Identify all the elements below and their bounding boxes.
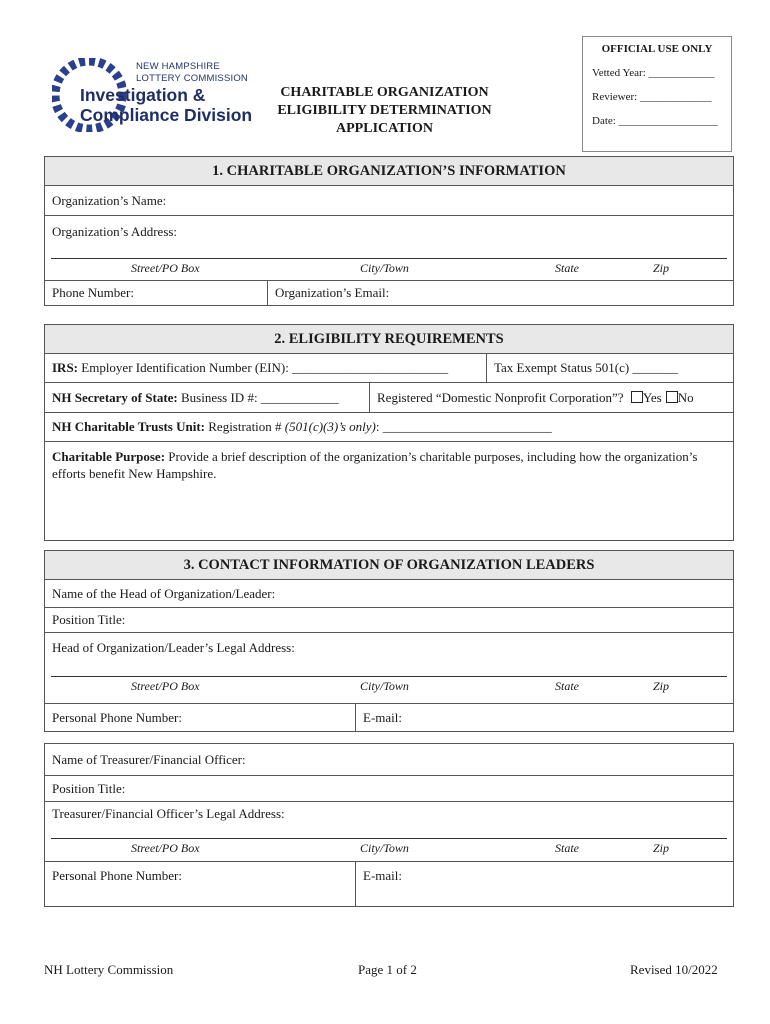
head-city-label: City/Town [360,679,409,693]
registered-question [370,383,733,412]
head-state-label: State [555,679,579,693]
head-email-field[interactable] [356,704,733,731]
city-label: City/Town [360,261,409,275]
section-treasurer [44,743,734,907]
head-street-label: Street/PO Box [131,679,200,693]
footer-revised: Revised 10/2022 [630,962,718,977]
business-id-text: Business ID #: ____________ [181,390,339,405]
sos-label: NH Secretary of State: [52,390,178,405]
ctu-tail: : __________________________ [375,419,552,434]
purpose-label: Charitable Purpose: [52,449,166,464]
address-sublabels [45,259,733,275]
head-phone-field[interactable] [45,704,356,731]
purpose-text: Provide a brief description of the organization’s charitable purposes, including how the organization’s efforts benefit New Hampshire. [52,449,698,481]
tax-exempt-text: Tax Exempt Status 501(c) _______ [494,360,678,375]
treasurer-city-label: City/Town [360,841,409,855]
treasurer-name-field[interactable] [45,744,733,776]
treasurer-address-sublabels [45,839,733,855]
section2-heading: 2. ELIGIBILITY REQUIREMENTS [45,325,733,354]
phone-label: Phone Number: [52,285,134,300]
zip-label: Zip [653,261,670,275]
tax-exempt-field[interactable] [487,354,733,382]
logo-line-1: NEW HAMPSHIRE [136,61,220,72]
logo-subtitle [136,61,248,85]
head-position-label: Position Title: [52,612,126,627]
treasurer-street-label: Street/PO Box [131,841,200,855]
head-address-label: Head of Organization/Leader’s Legal Address: [52,640,295,655]
head-name-field[interactable] [45,580,733,608]
street-label: Street/PO Box [131,261,200,275]
head-email-label: E-mail: [363,710,402,725]
ctu-label: NH Charitable Trusts Unit: [52,419,205,434]
ein-text: Employer Identification Number (EIN): ________________________ [81,360,449,375]
vetted-year-field[interactable]: Vetted Year: ____________ [592,67,715,79]
head-position-field[interactable] [45,608,733,633]
official-use-heading: OFFICIAL USE ONLY [601,43,713,55]
org-name-label: Organization’s Name: [52,193,167,208]
title-line-3: APPLICATION [336,121,433,136]
section-contact-leaders [44,550,734,732]
reviewer-field[interactable]: Reviewer: _____________ [592,91,712,103]
charitable-purpose-field[interactable] [45,442,733,540]
state-label: State [555,261,579,275]
no-checkbox[interactable] [666,391,678,403]
treasurer-phone-email-row [45,862,733,906]
irs-label: IRS: [52,360,79,375]
treasurer-address-label: Treasurer/Financial Officer’s Legal Address: [52,806,285,821]
sos-row [45,383,733,413]
yes-label: Yes [642,390,662,405]
org-email-label: Organization’s Email: [275,285,390,300]
org-address-label: Organization’s Address: [52,224,178,239]
phone-email-row [45,281,733,305]
logo-line-2: LOTTERY COMMISSION [136,73,248,84]
logo-line-4: Compliance Division [80,105,253,125]
ein-field[interactable] [45,354,487,382]
head-address-field[interactable] [45,633,733,704]
head-address-underline [51,668,727,677]
treasurer-email-field[interactable] [356,862,733,906]
section-organization-info [44,156,734,306]
logo-wordmark [80,85,252,125]
treasurer-state-label: State [555,841,579,855]
treasurer-address-underline [51,830,727,839]
official-use-box [582,36,732,152]
head-zip-label: Zip [653,679,670,693]
business-id-field[interactable] [45,383,370,412]
date-field[interactable]: Date: __________________ [592,115,718,127]
yes-checkbox[interactable] [631,391,643,403]
title-line-1: CHARITABLE ORGANIZATION [280,85,489,100]
ctu-text: Registration # [208,419,282,434]
head-address-sublabels [45,677,733,693]
form-title [262,84,507,138]
section-eligibility [44,324,734,541]
head-phone-email-row [45,704,733,731]
section3-heading: 3. CONTACT INFORMATION OF ORGANIZATION LEADERS [45,551,733,580]
logo-line-3: Investigation & [80,85,206,105]
address-underline [51,250,727,259]
treasurer-position-label: Position Title: [52,781,126,796]
treasurer-name-label: Name of Treasurer/Financial Officer: [52,752,246,767]
registered-text: Registered “Domestic Nonprofit Corporation”? [377,390,624,405]
org-email-field[interactable] [268,281,733,305]
treasurer-phone-field[interactable] [45,862,356,906]
ctu-note: (501(c)(3)’s only) [284,419,376,434]
ctu-registration-field[interactable] [45,413,733,442]
no-label: No [677,390,694,405]
org-name-field[interactable] [45,186,733,216]
treasurer-zip-label: Zip [653,841,670,855]
phone-field[interactable] [45,281,268,305]
footer-left: NH Lottery Commission [44,962,174,977]
org-address-field[interactable] [45,216,733,281]
treasurer-phone-label: Personal Phone Number: [52,868,182,883]
irs-row [45,354,733,383]
treasurer-email-label: E-mail: [363,868,402,883]
footer-page: Page 1 of 2 [358,962,417,977]
treasurer-position-field[interactable] [45,776,733,802]
section1-heading: 1. CHARITABLE ORGANIZATION’S INFORMATION [45,157,733,186]
head-phone-label: Personal Phone Number: [52,710,182,725]
treasurer-address-field[interactable] [45,802,733,862]
head-name-label: Name of the Head of Organization/Leader: [52,586,276,601]
title-line-2: ELIGIBILITY DETERMINATION [277,103,492,118]
